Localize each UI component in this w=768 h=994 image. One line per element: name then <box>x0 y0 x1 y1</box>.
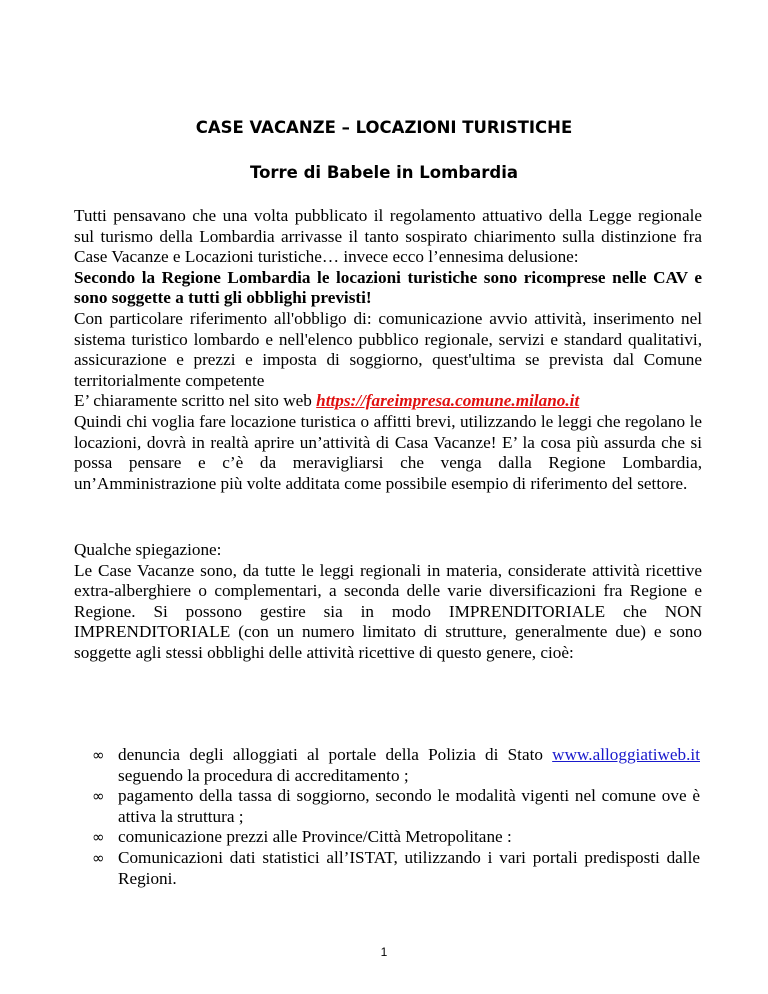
obligations-paragraph: Con particolare riferimento all'obbligo di: comunicazione avvio attività, inserimento nel sistema turistico lombardo e nell'elenco pubblico regionale, servizi e standard qualitativi, assicurazione e prezzi e imposta di soggiorno, quest'ultima se prevista dal Comune territorialmente competente <box>74 308 702 390</box>
explanation-paragraph: Le Case Vacanze sono, da tutte le leggi regionali in materia, considerate attività ricettive extra-alberghiere o complementari, a seconda delle varie diversificazioni fra Regione e Regione. Si possono gestire sia in modo IMPRENDITORIALE che NON IMPRENDITORIALE (con un numero limitato di strutture, generalmente due) e sono soggette agli stessi obblighi delle attività ricettive di questo genere, cioè: <box>74 560 702 662</box>
infinity-bullet-icon: ∞ <box>92 828 105 847</box>
conclusion-paragraph: Quindi chi voglia fare locazione turistica o affitti brevi, utilizzando le leggi che regolano le locazioni, dovrà in realtà aprire un’attività di Casa Vacanze! E’ la cosa più assurda che si possa pensare e c’è da meravigliarsi che venga dalla Regione Lombardia, un’Amministrazione più volte additata come possibile esempio di riferimento del settore. <box>74 411 702 493</box>
list-item-text: pagamento della tassa di soggiorno, secondo le modalità vigenti nel comune ove è attiva la struttura ; <box>118 786 700 826</box>
source-prefix: E’ chiaramente scritto nel sito web <box>74 391 317 411</box>
explanation-section <box>74 540 702 664</box>
document-subtitle: Torre di Babele in Lombardia <box>250 163 518 182</box>
fareimpresa-link[interactable]: https://fareimpresa.comune.milano.it <box>316 391 580 411</box>
intro-paragraph: Tutti pensavano che una volta pubblicato il regolamento attuativo della Legge regionale sul turismo della Lombardia arrivasse il tanto sospirato chiarimento sulla distinzione fra Case Vacanze e Locazioni turistiche… invece ecco l’ennesima delusione: <box>74 206 702 267</box>
document-title: CASE VACANZE – LOCAZIONI TURISTICHE <box>195 118 573 137</box>
infinity-bullet-icon: ∞ <box>92 848 105 867</box>
list-item <box>92 848 700 889</box>
list-item <box>92 827 700 848</box>
obligations-list <box>92 745 700 889</box>
source-paragraph <box>74 391 702 412</box>
list-item-text: seguendo la procedura di accreditamento ; <box>118 765 409 785</box>
list-item <box>92 786 700 827</box>
infinity-bullet-icon: ∞ <box>92 746 105 764</box>
explanation-heading: Qualche spiegazione: <box>74 540 222 559</box>
page-number: 1 <box>380 945 388 959</box>
intro-section <box>74 206 702 494</box>
list-item <box>92 745 700 786</box>
infinity-bullet-icon: ∞ <box>92 787 105 806</box>
intro-bold-statement: Secondo la Regione Lombardia le locazioni turistiche sono ricomprese nelle CAV e sono soggette a tutti gli obblighi previsti! <box>74 267 702 308</box>
list-item-text: denuncia degli alloggiati al portale della Polizia di Stato <box>118 745 553 764</box>
list-item-text: Comunicazioni dati statistici all’ISTAT, utilizzando i vari portali predisposti dalle Regioni. <box>118 847 700 888</box>
alloggiatiweb-link[interactable]: www.alloggiatiweb.it <box>552 745 700 764</box>
list-item-text: comunicazione prezzi alle Province/Città Metropolitane : <box>118 827 512 847</box>
